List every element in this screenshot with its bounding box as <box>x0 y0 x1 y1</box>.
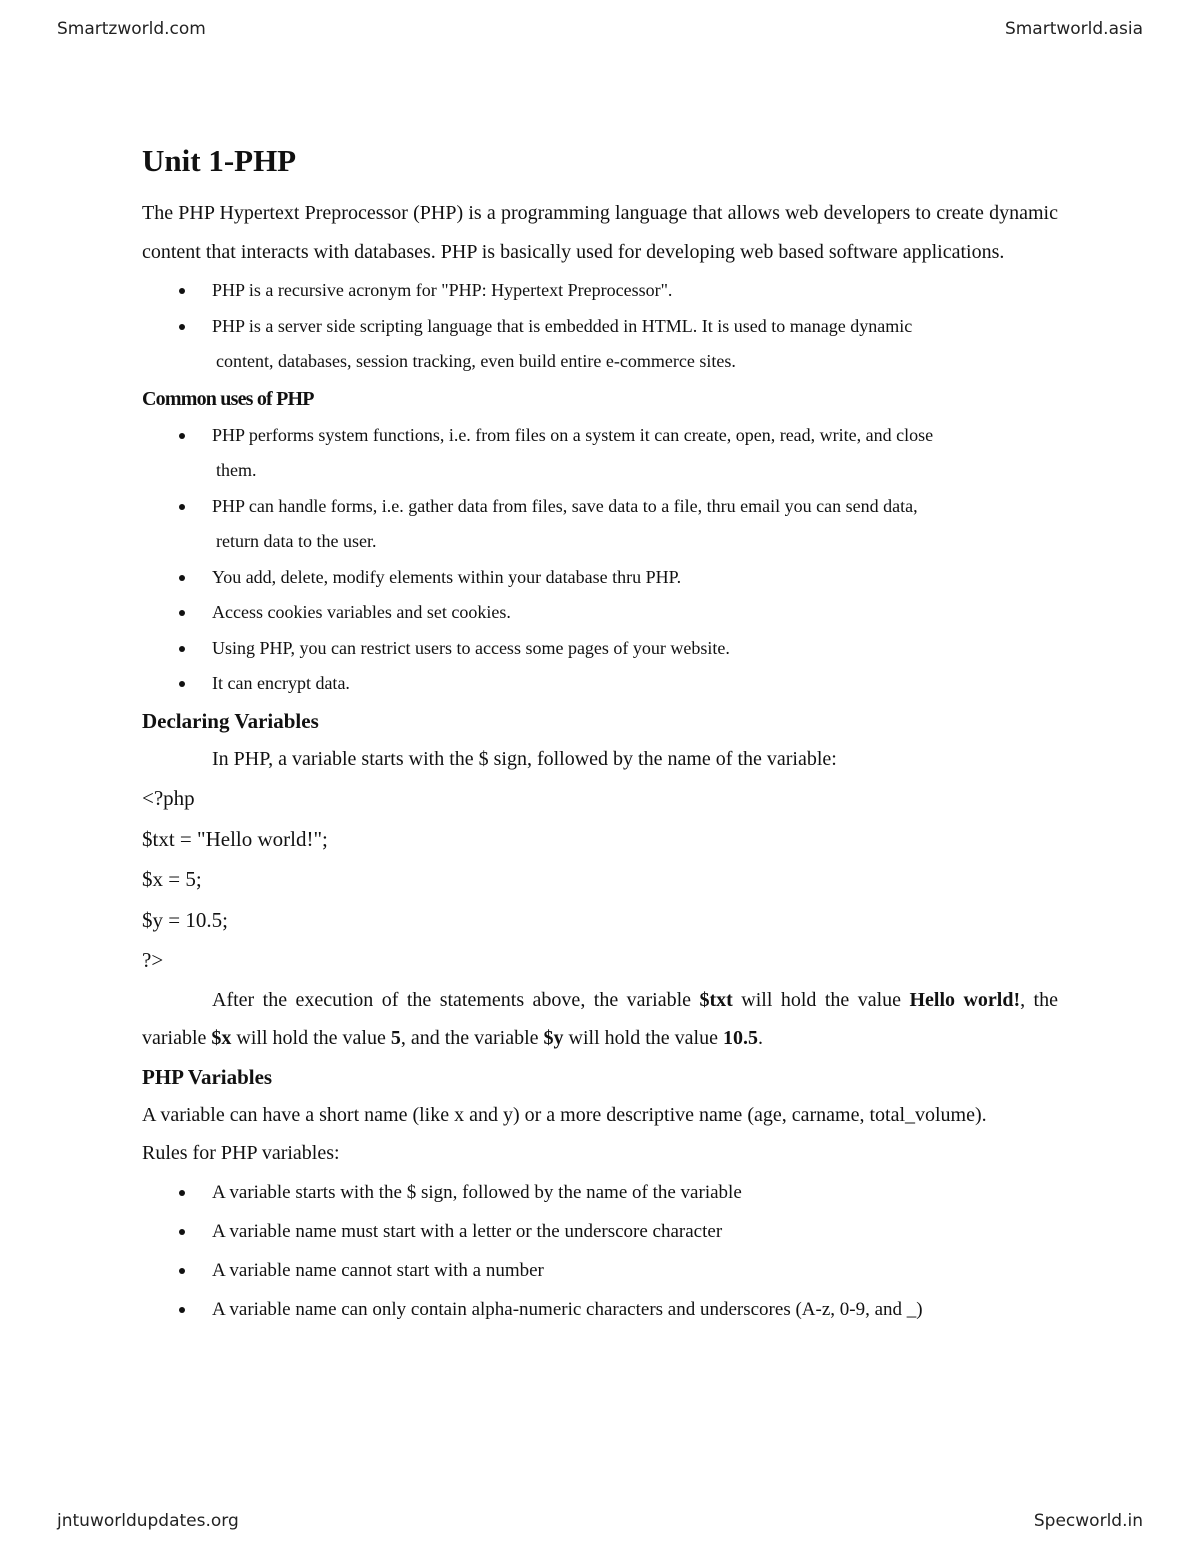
intro-paragraph: The PHP Hypertext Preprocessor (PHP) is a programming language that allows web developers to create dynamic content that interacts with databases. PHP is basically used for developing web based software applications. <box>142 202 1058 263</box>
list-item: PHP can handle forms, i.e. gather data from files, save data to a file, thru email you can send data, return data to the user. <box>142 489 1058 560</box>
bullet-icon <box>179 1268 185 1274</box>
bullet-icon <box>179 575 185 581</box>
footer-left-site: jntuworldupdates.org <box>57 1511 239 1531</box>
bullet-icon <box>179 288 185 294</box>
list-item: Using PHP, you can restrict users to access some pages of your website. <box>142 631 1058 667</box>
list-item: A variable name can only contain alpha-numeric characters and underscores (A-z, 0-9, and _) <box>142 1290 1058 1329</box>
code-line: $x = 5; <box>142 867 202 891</box>
declaring-intro: In PHP, a variable starts with the $ sign, followed by the name of the variable: <box>212 747 837 770</box>
bullet-icon <box>179 324 185 330</box>
php-variables-intro: A variable can have a short name (like x and y) or a more descriptive name (age, carname, total_volume). <box>142 1103 987 1126</box>
code-block <box>142 778 1058 981</box>
section-heading-common-uses: Common uses of PHP <box>142 387 314 410</box>
list-item: A variable name cannot start with a number <box>142 1251 1058 1290</box>
footer-right-site: Specworld.in <box>1033 1511 1143 1531</box>
bullet-icon <box>179 504 185 510</box>
code-line: ?> <box>142 948 164 972</box>
list-item: It can encrypt data. <box>142 666 1058 702</box>
bullet-icon <box>179 646 185 652</box>
code-line: $txt = "Hello world!"; <box>142 826 328 851</box>
section-heading-declaring-variables: Declaring Variables <box>142 708 319 733</box>
common-uses-list <box>142 418 1058 702</box>
document-body <box>142 142 1058 1329</box>
bullet-icon <box>179 681 185 687</box>
bullet-icon <box>179 1229 185 1235</box>
code-line: $y = 10.5; <box>142 907 228 932</box>
bullet-icon <box>179 1307 185 1313</box>
bullet-icon <box>179 610 185 616</box>
page-title: Unit 1-PHP <box>142 143 297 178</box>
list-item: PHP is a server side scripting language that is embedded in HTML. It is used to manage dynamic content, databases, session tracking, even build entire e-commerce sites. <box>142 309 1058 380</box>
header-left-site: Smartzworld.com <box>57 19 206 39</box>
list-item: You add, delete, modify elements within your database thru PHP. <box>142 560 1058 596</box>
intro-bullet-list <box>142 273 1058 380</box>
rules-label: Rules for PHP variables: <box>142 1142 340 1164</box>
bullet-icon <box>179 433 185 439</box>
list-item: Access cookies variables and set cookies. <box>142 595 1058 631</box>
list-item: A variable starts with the $ sign, followed by the name of the variable <box>142 1173 1058 1212</box>
header-right-site: Smartworld.asia <box>1004 19 1143 39</box>
section-heading-php-variables: PHP Variables <box>142 1064 273 1089</box>
rules-list <box>142 1173 1058 1329</box>
declaring-explanation: After the execution of the statements above, the variable $txt will hold the value Hello world!, the variable $x will hold the value 5, and the variable $y will hold the value 10.5. <box>142 988 1058 1049</box>
list-item: PHP is a recursive acronym for "PHP: Hypertext Preprocessor". <box>142 273 1058 309</box>
code-line: <?php <box>142 786 195 810</box>
list-item: PHP performs system functions, i.e. from files on a system it can create, open, read, write, and close them. <box>142 418 1058 489</box>
list-item: A variable name must start with a letter or the underscore character <box>142 1212 1058 1251</box>
bullet-icon <box>179 1190 185 1196</box>
